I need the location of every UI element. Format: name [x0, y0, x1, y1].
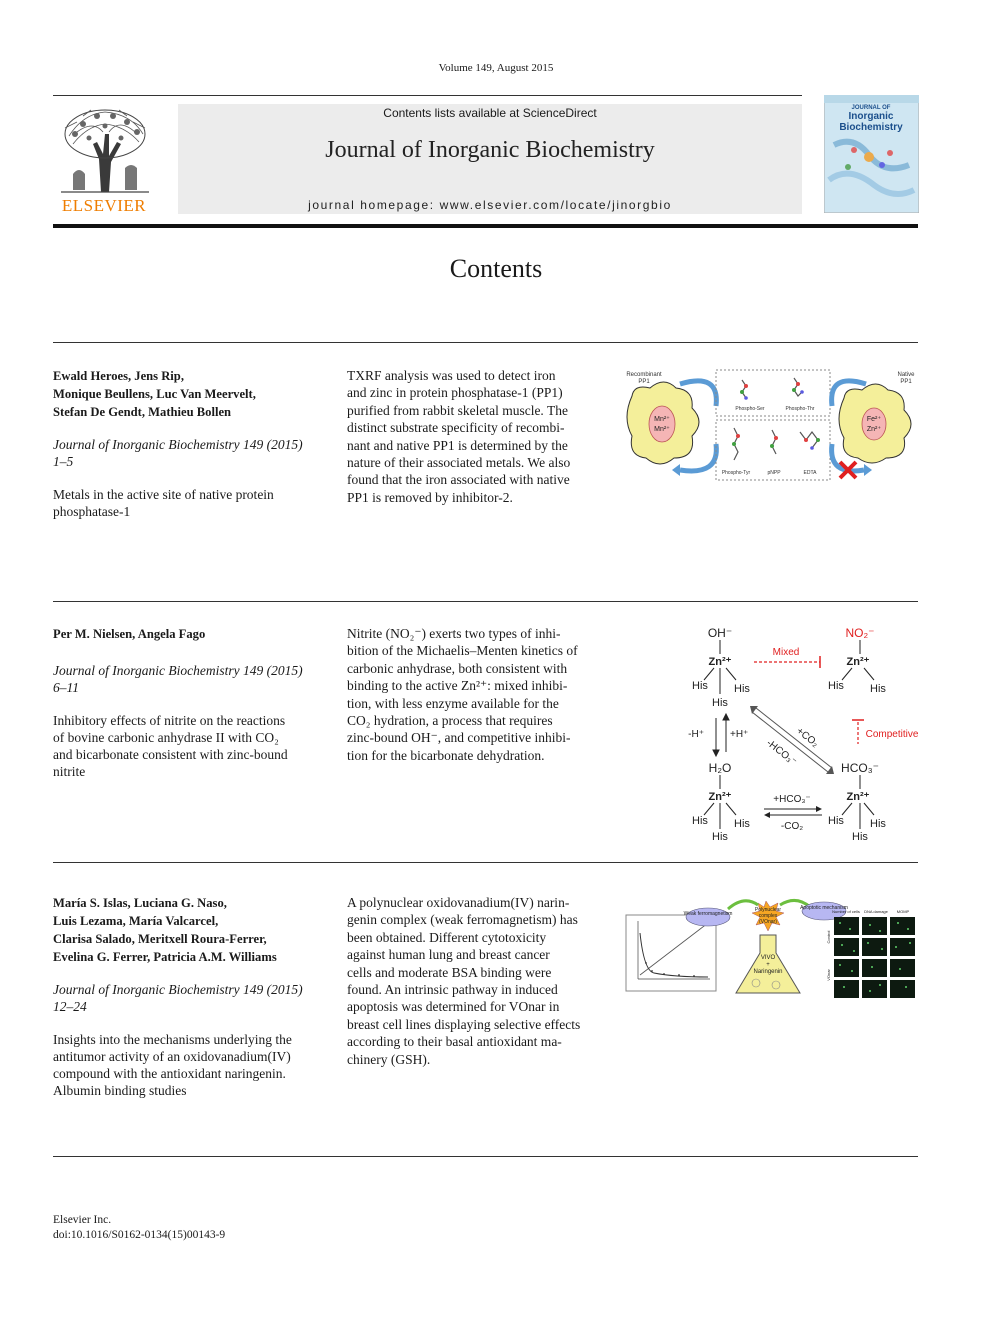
microscopy-grid	[834, 917, 915, 998]
mixed-label: Mixed	[772, 647, 800, 658]
publisher-footer: Elsevier Inc.	[53, 1214, 112, 1226]
cover-title-line3: Biochemistry	[839, 122, 903, 133]
section-rule	[53, 342, 918, 343]
ligand-no2: NO₂⁻	[845, 626, 875, 640]
abstract-line: tion for the bicarbonate dehydration.	[347, 747, 545, 763]
minus-hco3-label: -HCO₃⁻	[764, 737, 799, 768]
title-line: Albumin binding studies	[53, 1083, 187, 1098]
gfx-label: VIVO	[760, 955, 776, 961]
abstract-line: been obtained. Different cytotoxicity	[347, 929, 547, 945]
author-line: Evelina G. Ferrer, Patricia A.M. Williams	[53, 950, 277, 964]
abstract-line: A polynuclear oxidovanadium(IV) narin-	[347, 895, 570, 910]
abstract-line: TXRF analysis was used to detect iron	[347, 368, 556, 383]
abstract-line: breast cell lines displaying selective effects	[347, 1016, 581, 1032]
gfx-label: Recombinant	[626, 372, 662, 378]
molecule-label: EDTA	[803, 470, 817, 476]
his-label: His	[870, 818, 886, 830]
plus-hco3-label: +HCO₃⁻	[773, 794, 811, 805]
article-2-title[interactable]	[53, 712, 318, 780]
grid-row-label: Control	[826, 930, 831, 944]
molecule-label: pNPP	[767, 470, 781, 476]
title-line: Insights into the mechanisms underlying the	[53, 1032, 292, 1047]
minus-h-label: -H⁺	[688, 729, 704, 740]
gfx-label: Native	[897, 372, 915, 378]
his-label: His	[692, 680, 708, 692]
header-thick-rule	[53, 224, 918, 228]
ligand-h2o: H₂O	[708, 761, 732, 775]
gfx-label: (VOnar)	[759, 919, 777, 925]
grid-col-label: Number of cells	[832, 909, 860, 914]
metal-site-right	[862, 408, 886, 440]
title-line: nitrite	[53, 764, 86, 779]
doi-footer[interactable]: doi:10.1016/S0162-0134(15)00143-9	[53, 1229, 226, 1241]
abstract-line: found. An intrinsic pathway in induced	[347, 982, 558, 998]
title-line: Inhibitory effects of nitrite on the reactions	[53, 713, 286, 728]
article-2-graphical-abstract[interactable]	[680, 622, 920, 844]
metal-site-left	[649, 406, 675, 442]
grid-col-label: DNA damage	[864, 909, 888, 914]
abstract-line: cells and moderate BSA binding were	[347, 964, 552, 980]
molecule-label: Phospho-Tyr	[721, 470, 751, 476]
citation-line: 1–5	[53, 454, 74, 469]
section-rule	[53, 862, 918, 863]
metal-label: Fe²⁺	[866, 416, 882, 423]
abstract-line: and zinc in protein phosphatase-1 (PP1)	[347, 385, 563, 401]
his-label: His	[828, 815, 844, 827]
title-line: of bovine carbonic anhydrase II with CO₂	[53, 730, 279, 745]
journal-cover-thumbnail[interactable]	[824, 95, 919, 213]
zinc-label: Zn²⁺	[708, 791, 732, 803]
cover-title-line1: JOURNAL OF	[851, 105, 891, 111]
gfx-label: Apoptotic mechanism	[800, 905, 848, 911]
zinc-label: Zn²⁺	[708, 656, 732, 668]
zinc-label: Zn²⁺	[846, 791, 870, 803]
title-line: and bicarbonate consistent with zinc-bound	[53, 747, 288, 762]
citation-line: 6–11	[53, 680, 79, 695]
minus-co2-label: -CO₂	[780, 821, 804, 832]
abstract-line: nature of their associated metals. We also	[347, 455, 571, 471]
his-label: His	[852, 831, 868, 843]
article-3-authors	[53, 894, 319, 966]
citation-line: Journal of Inorganic Biochemistry 149 (2015)	[53, 663, 303, 678]
metal-label: Zn²⁺	[866, 426, 882, 433]
abstract-line: zinc-bound OH⁻, and competitive inhibi-	[347, 730, 571, 746]
abstract-line: CO₂ hydration, a process that requires	[347, 713, 553, 729]
abstract-line: chinery (GSH).	[347, 1051, 431, 1067]
abstract-line: binding to the active Zn²⁺: mixed inhibi-	[347, 678, 568, 694]
gfx-label: complex	[758, 913, 778, 919]
abstract-line: bition of the Michaelis–Menten kinetics of	[347, 643, 578, 659]
title-line: compound with the antioxidant naringenin.	[53, 1066, 286, 1081]
abstract-line: Nitrite (NO₂⁻) exerts two types of inhi-	[347, 626, 561, 641]
abstract-line: genin complex (weak ferromagnetism) has	[347, 912, 578, 928]
abstract-line: according to their basal antioxidant ma-	[347, 1034, 562, 1050]
journal-homepage[interactable]: journal homepage: www.elsevier.com/locate/jinorgbio	[308, 198, 672, 212]
grid-col-label: MOMP	[896, 909, 910, 914]
abstract-line: tion, with less enzyme available for the	[347, 695, 559, 711]
author-line: Ewald Heroes, Jens Rip,	[53, 369, 184, 383]
article-1-authors	[53, 367, 319, 421]
metal-label: Mn²⁺	[654, 416, 670, 423]
gfx-label: PP1	[638, 379, 650, 385]
plus-co2-label: +CO₂	[794, 725, 821, 750]
article-2-citation[interactable]	[53, 662, 321, 696]
author-line: Per M. Nielsen, Angela Fago	[53, 627, 206, 641]
title-line: antitumor activity of an oxidovanadium(IV)	[53, 1049, 291, 1064]
elsevier-wordmark: ELSEVIER	[61, 196, 147, 215]
ligand-oh: OH⁻	[707, 626, 733, 640]
article-3-abstract	[347, 894, 600, 1068]
molecule-label: Phospho-Thr	[785, 406, 815, 412]
author-line: Clarisa Salado, Meritxell Roura-Ferrer,	[53, 932, 267, 946]
journal-title: Journal of Inorganic Biochemistry	[325, 137, 655, 163]
gfx-label: Naringenin	[753, 969, 783, 975]
his-label: His	[712, 697, 728, 709]
author-line: Luis Lezama, María Valcarcel,	[53, 914, 219, 928]
competitive-label: Competitive	[865, 729, 919, 740]
cover-title-line2: Inorganic	[848, 111, 894, 122]
abstract-line: carbonic anhydrase, both consistent with	[347, 660, 568, 676]
his-label: His	[712, 831, 728, 843]
author-line: María S. Islas, Luciana G. Naso,	[53, 896, 227, 910]
abstract-line: apoptosis was determined for VOnar in	[347, 999, 560, 1015]
article-3-graphical-abstract[interactable]	[624, 893, 919, 1001]
magnetism-plot	[626, 915, 716, 991]
abstract-line: distinct substrate specificity of recombi-	[347, 420, 565, 436]
plus-h-label: +H⁺	[730, 729, 749, 740]
metal-label: Mn²⁺	[654, 426, 670, 433]
zinc-label: Zn²⁺	[846, 656, 870, 668]
article-1-graphical-abstract[interactable]	[624, 366, 919, 484]
article-1-title[interactable]	[53, 486, 318, 520]
ligand-hco3: HCO₃⁻	[841, 761, 879, 775]
citation-line: 12–24	[53, 999, 87, 1014]
article-2-abstract	[347, 625, 600, 764]
abstract-line: found that the iron associated with native	[347, 472, 570, 488]
citation-line: Journal of Inorganic Biochemistry 149 (2015)	[53, 982, 303, 997]
article-1-citation[interactable]	[53, 436, 321, 470]
abstract-line: nant and native PP1 is determined by the	[347, 437, 568, 453]
his-label: His	[692, 815, 708, 827]
gfx-label: PP1	[900, 379, 912, 385]
article-1-abstract	[347, 367, 600, 506]
his-label: His	[870, 683, 886, 695]
title-line: phosphatase-1	[53, 504, 131, 519]
citation-line: Journal of Inorganic Biochemistry 149 (2015)	[53, 437, 303, 452]
article-2-authors	[53, 625, 319, 643]
gfx-label: Weak ferromagnetism	[683, 911, 733, 917]
his-label: His	[734, 818, 750, 830]
molecule-label: Phospho-Ser	[735, 406, 765, 412]
volume-line: Volume 149, August 2015	[438, 62, 554, 74]
section-rule	[53, 1156, 918, 1157]
article-3-citation[interactable]	[53, 981, 321, 1015]
title-line: Metals in the active site of native protein	[53, 487, 274, 502]
grid-row-label: VOnar	[826, 969, 831, 981]
page-title: Contents	[449, 254, 543, 283]
abstract-line: PP1 is removed by inhibitor-2.	[347, 489, 513, 505]
gfx-label: +	[766, 962, 770, 968]
his-label: His	[828, 680, 844, 692]
his-label: His	[734, 683, 750, 695]
author-line: Monique Beullens, Luc Van Meervelt,	[53, 387, 256, 401]
sciencedirect-line[interactable]: Contents lists available at ScienceDirect	[383, 106, 597, 120]
gfx-label: Polynuclear	[754, 907, 782, 913]
abstract-line: purified from rabbit skeletal muscle. The	[347, 402, 568, 418]
abstract-line: against human lung and breast cancer	[347, 947, 550, 963]
author-line: Stefan De Gendt, Mathieu Bollen	[53, 405, 232, 419]
header-top-rule	[53, 95, 802, 96]
article-3-title[interactable]	[53, 1031, 318, 1099]
section-rule	[53, 601, 918, 602]
